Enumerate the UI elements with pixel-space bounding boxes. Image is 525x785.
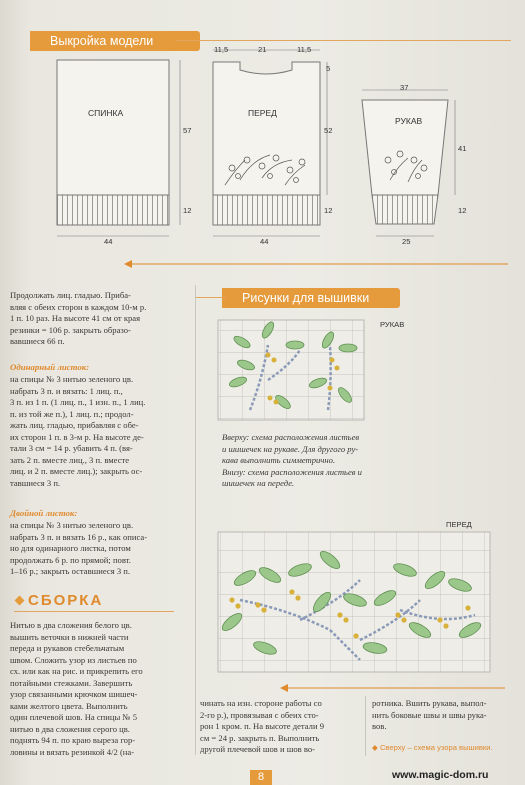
embroidery-front-label: ПЕРЕД xyxy=(446,520,472,529)
back-width: 44 xyxy=(104,237,113,246)
sleeve-width: 25 xyxy=(402,237,411,246)
front-label: ПЕРЕД xyxy=(248,108,277,118)
double-leaf-text: на спицы № 3 нитью зеленого цв. набрать 3 п. и вязать 16 р., как описа- но для одинарного листка, потом продолжать 6 р. по прямой; повт. 1–16 р.; закрыть оставшиеся 3 п. xyxy=(10,520,148,576)
assembly-heading: СБОРКА xyxy=(28,592,104,609)
sleeve-embroidery-chart xyxy=(218,320,364,420)
bottom-col3-text: ротника. Вшить рукава, выпол- нить боковые швы и швы рука- вов. xyxy=(372,698,487,731)
column-divider xyxy=(195,285,196,755)
front-embroidery-chart xyxy=(218,532,490,672)
bottom-caption: ◆ Сверху – схема узора вышивки. xyxy=(372,743,493,752)
back-height-top: 57 xyxy=(183,126,192,135)
front-height-bottom: 12 xyxy=(324,206,333,215)
sleeve-top: 37 xyxy=(400,83,409,92)
embroidery-sleeve-label: РУКАВ xyxy=(380,320,405,329)
double-leaf-heading: Двойной листок: xyxy=(10,508,78,518)
sleeve-label: РУКАВ xyxy=(395,116,423,126)
front-top-left: 11,5 xyxy=(214,45,229,54)
single-leaf-heading: Одинарный листок: xyxy=(10,362,90,372)
column-divider-2 xyxy=(365,696,366,756)
sleeve-height-bottom: 12 xyxy=(458,206,467,215)
intro-text: Продолжать лиц. гладью. Приба- вляя с обеих сторон в каждом 10-м р. 1 п. 10 раз. На высоте 41 см от края резинки = 106 р. закрыть образо- вавшиеся 66 п. xyxy=(10,290,147,346)
single-leaf-text: на спицы № 3 нитью зеленого цв. набрать 3 п. и вязать: 1 лиц. п., 3 п. из 1 п. (1 лиц. п., 1 изн. п., 1 лиц. п. из той же п.), 1 лиц. п.; продол- жать лиц. гладью, прибавляя с обе- их сторон 1 п. в 3-м р. На высоте де- тали 3 см = 14 р. убавить 4 п. (вя- зать 2 п. вместе лиц., 3 п. вместе лиц. и 2 п. вместе лиц.); закрыть ос- тавшиеся 3 п. xyxy=(10,374,146,488)
sleeve-height-top: 41 xyxy=(458,144,467,153)
back-height-bottom: 12 xyxy=(183,206,192,215)
embroidery-banner: Рисунки для вышивки xyxy=(228,288,400,308)
front-top-mid: 21 xyxy=(258,45,267,54)
assembly-text: Нитью в два сложения белого цв. вышить веточки в нижней части переда и рукавов стебельчатым швом. Сложить узор из листьев по сх. или как на рис. и прикрепить его потайными стежками. Завершить узор связанными крючком шишеч- ками желтого цвета. Выполнить один плечевой шов. На спицы № 5 нитью в два сложения серого цв. поднять 94 п. по краю выреза гор- ловины и вязать резинкой 4/2 (на- xyxy=(10,620,143,757)
page-number: 8 xyxy=(250,770,272,785)
site-watermark: www.magic-dom.ru xyxy=(392,769,489,781)
pattern-banner: Выкройка модели xyxy=(36,31,200,51)
back-label: СПИНКА xyxy=(88,108,124,118)
front-top-right: 11,5 xyxy=(297,45,312,54)
embroidery-caption: Вверху: схема расположения листьев и шишечек на рукаве. Для другого ру- кава выполнить симметрично. Внизу: схема расположения листьев и шишечек на переде. xyxy=(222,432,362,488)
front-width: 44 xyxy=(260,237,269,246)
front-height-top: 52 xyxy=(324,126,333,135)
front-neck: 5 xyxy=(326,64,331,73)
bottom-col2-text: чинать на изн. стороне работы со 2-го р.), провязывая с обеих сто- рон 1 кром. п. На высоте детали 9 см = 24 р. закрыть п. Выполнить другой плечевой шов и шов во- xyxy=(200,698,325,754)
